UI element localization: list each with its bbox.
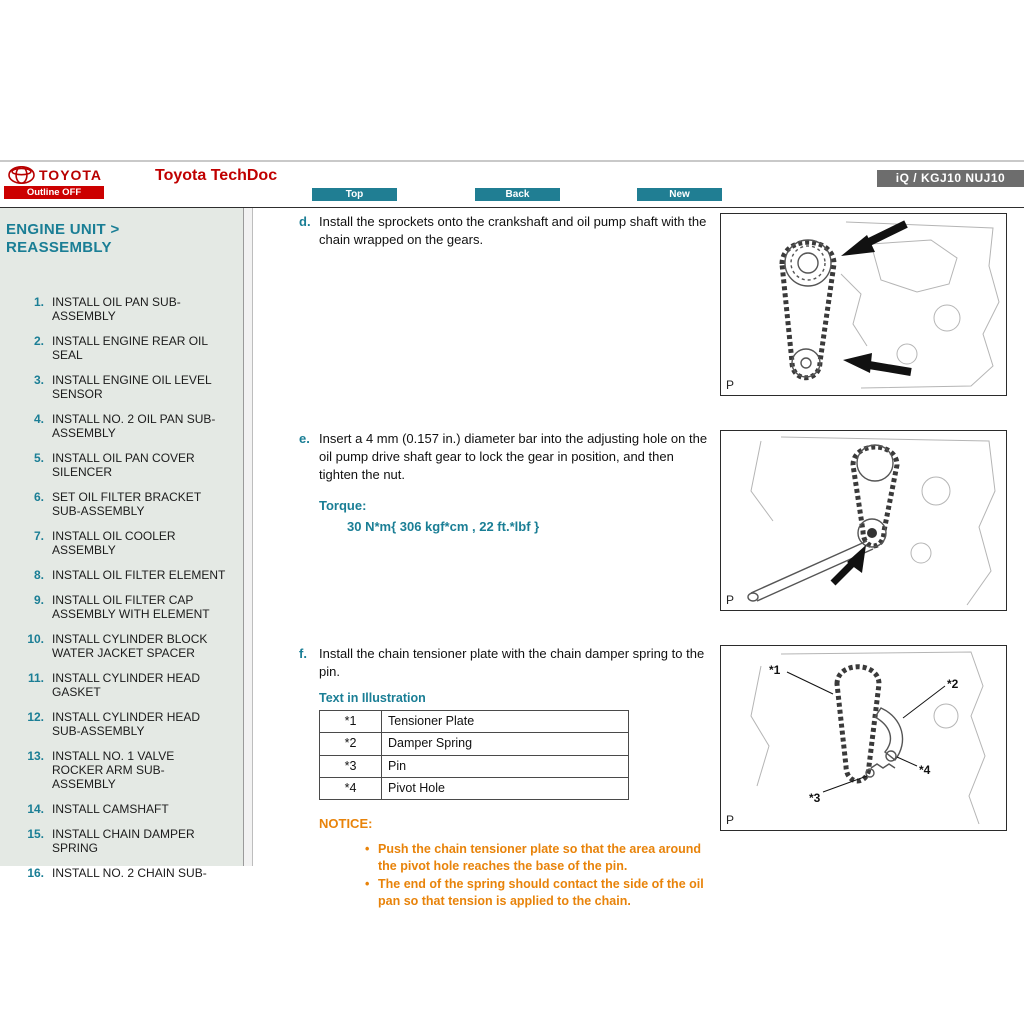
- item-label: INSTALL OIL COOLER ASSEMBLY: [52, 529, 176, 557]
- procedure-content: [253, 208, 1031, 908]
- item-label: INSTALL NO. 2 CHAIN SUB-: [52, 866, 207, 880]
- sidebar-item-2[interactable]: [6, 334, 235, 362]
- step-d: [299, 213, 1007, 396]
- callout-1: *1: [769, 663, 781, 677]
- item-number: 8.: [33, 568, 44, 582]
- sidebar-item-9[interactable]: [6, 593, 235, 621]
- sidebar-item-7[interactable]: [6, 529, 235, 557]
- table-row: [320, 777, 629, 799]
- step-f-text: Install the chain tensioner plate with the chain damper spring to the pin.: [319, 646, 705, 679]
- nav-new-button[interactable]: New: [637, 188, 722, 201]
- item-label: INSTALL CYLINDER HEAD GASKET: [52, 671, 201, 699]
- item-label: INSTALL CAMSHAFT: [52, 802, 169, 816]
- gear-lock-illustration: [721, 431, 1006, 610]
- table-row: [320, 755, 629, 777]
- item-label: INSTALL ENGINE REAR OIL SEAL: [52, 334, 208, 362]
- brand-name: TOYOTA: [39, 167, 103, 183]
- legend-value: Pin: [382, 755, 629, 777]
- item-label: INSTALL CYLINDER BLOCK WATER JACKET SPACER: [52, 632, 208, 660]
- sidebar-item-10[interactable]: [6, 632, 235, 660]
- item-label: INSTALL NO. 1 VALVE ROCKER ARM SUB-ASSEMBLY: [52, 749, 175, 791]
- notice-label: NOTICE:: [319, 816, 373, 832]
- sidebar-item-13[interactable]: [6, 749, 235, 791]
- legend-key: *4: [320, 777, 382, 799]
- figure-frame-label: P: [726, 813, 735, 827]
- item-number: 13.: [27, 749, 44, 763]
- step-f-letter: f.: [299, 646, 307, 661]
- item-number: 11.: [27, 671, 44, 685]
- item-number: 2.: [33, 334, 44, 348]
- item-number: 5.: [33, 451, 44, 465]
- sidebar-item-5[interactable]: [6, 451, 235, 479]
- item-label: INSTALL CHAIN DAMPER SPRING: [52, 827, 195, 855]
- figure-step-f: [720, 645, 1007, 831]
- sidebar-item-12[interactable]: [6, 710, 235, 738]
- sidebar-item-6[interactable]: [6, 490, 235, 518]
- item-label: INSTALL OIL PAN COVER SILENCER: [52, 451, 195, 479]
- item-number: 16.: [27, 866, 44, 880]
- step-e: [299, 430, 1007, 611]
- legend-value: Tensioner Plate: [382, 711, 629, 733]
- outline-toggle-button[interactable]: Outline OFF: [4, 186, 104, 199]
- sidebar-item-3[interactable]: [6, 373, 235, 401]
- item-number: 7.: [33, 529, 44, 543]
- sidebar-item-16[interactable]: [6, 866, 235, 880]
- sidebar-scrollbar[interactable]: [243, 208, 253, 866]
- tensioner-plate-illustration: [721, 646, 1006, 830]
- step-d-letter: d.: [299, 214, 311, 229]
- item-number: 3.: [33, 373, 44, 387]
- figure-step-e: [720, 430, 1007, 611]
- figure-frame-label: P: [726, 378, 735, 392]
- item-label: INSTALL ENGINE OIL LEVEL SENSOR: [52, 373, 212, 401]
- step-e-letter: e.: [299, 431, 310, 446]
- callout-3: *3: [809, 791, 821, 805]
- item-number: 4.: [33, 412, 44, 426]
- toyota-emblem-icon: [8, 166, 35, 184]
- table-row: [320, 733, 629, 755]
- torque-spec: [319, 497, 710, 536]
- legend-key: *2: [320, 733, 382, 755]
- notice-item: • Push the chain tensioner plate so that the area around the pivot hole reaches the base of the pin.: [365, 841, 710, 875]
- notice-list: [365, 841, 710, 910]
- item-number: 14.: [27, 802, 44, 816]
- item-number: 15.: [27, 827, 44, 841]
- sidebar: [0, 208, 243, 880]
- item-label: INSTALL OIL FILTER ELEMENT: [52, 568, 226, 582]
- callout-2: *2: [947, 677, 959, 691]
- nav-top-button[interactable]: Top: [312, 188, 397, 201]
- sidebar-item-8[interactable]: [6, 568, 235, 582]
- header-divider: [0, 160, 1024, 162]
- step-f: [299, 645, 1007, 911]
- app-title: Toyota TechDoc: [155, 167, 278, 184]
- item-label: INSTALL OIL PAN SUB-ASSEMBLY: [52, 295, 181, 323]
- figure-step-d: [720, 213, 1007, 396]
- legend-key: *3: [320, 755, 382, 777]
- nav-back-button[interactable]: Back: [475, 188, 560, 201]
- sidebar-procedure-list: [6, 295, 235, 880]
- item-number: 6.: [33, 490, 44, 504]
- legend-value: Pivot Hole: [382, 777, 629, 799]
- content-frame: [0, 207, 1024, 908]
- figure-frame-label: P: [726, 593, 735, 607]
- legend-key: *1: [320, 711, 382, 733]
- step-d-text: Install the sprockets onto the crankshaft and oil pump shaft with the chain wrapped on the gears.: [319, 214, 707, 247]
- item-number: 12.: [27, 710, 44, 724]
- item-label: INSTALL OIL FILTER CAP ASSEMBLY WITH ELEMENT: [52, 593, 210, 621]
- item-label: INSTALL NO. 2 OIL PAN SUB-ASSEMBLY: [52, 412, 216, 440]
- sidebar-item-4[interactable]: [6, 412, 235, 440]
- item-number: 10.: [27, 632, 44, 646]
- illustration-legend-table: [319, 710, 629, 800]
- item-label: INSTALL CYLINDER HEAD SUB-ASSEMBLY: [52, 710, 201, 738]
- torque-value: 30 N*m{ 306 kgf*cm , 22 ft.*lbf }: [347, 518, 540, 534]
- step-e-text: Insert a 4 mm (0.157 in.) diameter bar into the adjusting hole on the oil pump drive shaft gear to lock the gear in position, and then tighten the nut.: [319, 431, 708, 482]
- sidebar-item-1[interactable]: [6, 295, 235, 323]
- sidebar-item-14[interactable]: [6, 802, 235, 816]
- table-row: [320, 711, 629, 733]
- item-number: 9.: [33, 593, 44, 607]
- toyota-logo: [8, 166, 102, 184]
- sprocket-chain-illustration: [721, 214, 1006, 395]
- vehicle-model-badge: iQ / KGJ10 NUJ10: [877, 170, 1024, 187]
- legend-value: Damper Spring: [382, 733, 629, 755]
- sidebar-item-11[interactable]: [6, 671, 235, 699]
- torque-label: Torque:: [319, 497, 367, 513]
- text-in-illustration-title: Text in Illustration: [319, 690, 426, 705]
- callout-4: *4: [919, 763, 931, 777]
- item-label: SET OIL FILTER BRACKET SUB-ASSEMBLY: [52, 490, 201, 518]
- notice-item: • The end of the spring should contact the side of the oil pan so that tension is applied to the chain.: [365, 876, 710, 910]
- sidebar-item-15[interactable]: [6, 827, 235, 855]
- item-number: 1.: [33, 295, 44, 309]
- sidebar-title: ENGINE UNIT > REASSEMBLY: [6, 221, 120, 256]
